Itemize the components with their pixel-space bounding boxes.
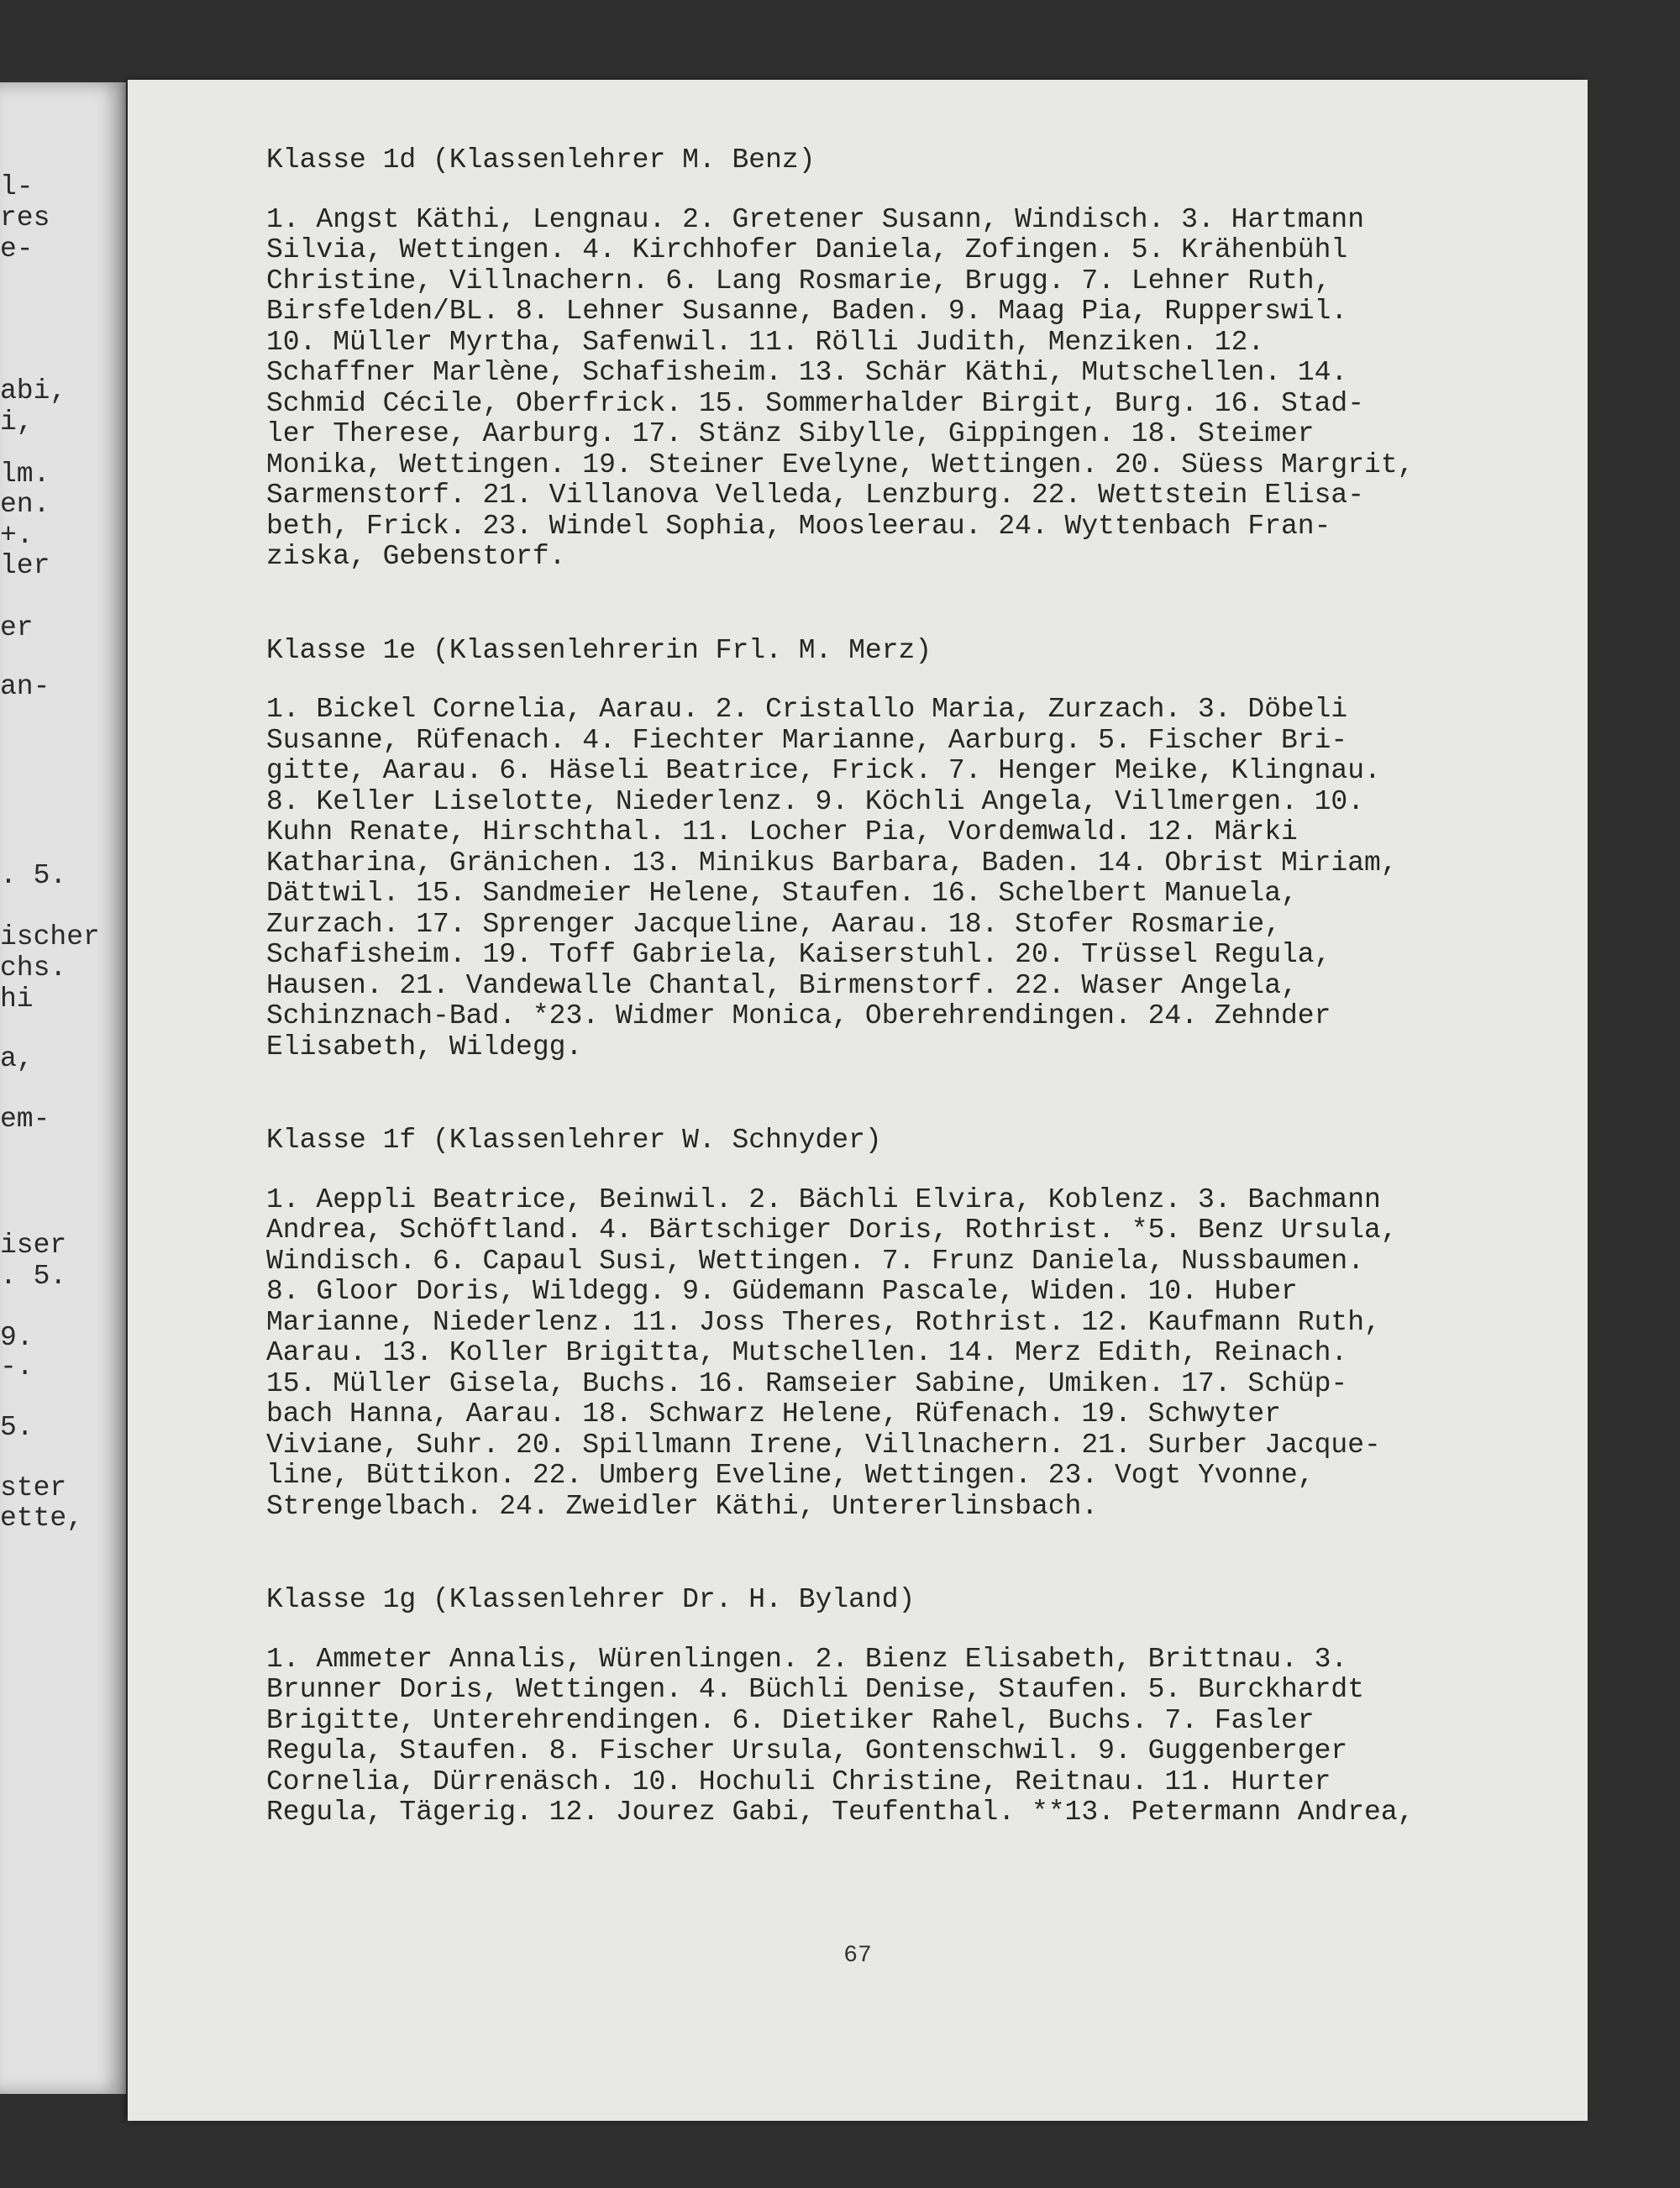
left-page-fragment: iser [0,1230,67,1261]
student-list-line: bach Hanna, Aarau. 18. Schwarz Helene, Rüfenach. 19. Schwyter [266,1398,1281,1430]
student-list-line: Brigitte, Unterehrendingen. 6. Dietiker Rahel, Buchs. 7. Fasler [266,1704,1315,1736]
left-page-fragment: em- [0,1104,50,1135]
student-list [266,205,1577,573]
student-list-line: Strengelbach. 24. Zweidler Käthi, Untererlinsbach. [266,1490,1099,1522]
class-section [266,1585,1577,1829]
class-heading: Klasse 1e (Klassenlehrerin Frl. M. Merz) [266,634,932,666]
student-list [266,1185,1577,1523]
student-list-line: beth, Frick. 23. Windel Sophia, Moosleerau. 24. Wyttenbach Fran- [266,510,1331,542]
student-list-line: Marianne, Niederlenz. 11. Joss Theres, Rothrist. 12. Kaufmann Ruth, [266,1306,1381,1338]
left-page-fragment: +. [0,520,34,551]
class-heading: Klasse 1g (Klassenlehrer Dr. H. Byland) [266,1584,916,1615]
left-page-fragment: hi [0,984,34,1015]
student-list-line: 8. Gloor Doris, Wildegg. 9. Güdemann Pascale, Widen. 10. Huber [266,1276,1298,1307]
student-list-line: 1. Angst Käthi, Lengnau. 2. Gretener Susann, Windisch. 3. Hartmann [266,203,1365,235]
student-list-line: 10. Müller Myrtha, Safenwil. 11. Rölli Judith, Menziken. 12. [266,326,1265,358]
student-list-line: Schinznach-Bad. *23. Widmer Monica, Oberehrendingen. 24. Zehnder [266,1000,1331,1031]
student-list-line: Kuhn Renate, Hirschthal. 11. Locher Pia, Vordemwald. 12. Märki [266,816,1298,847]
left-page-fragment: ischer [0,921,100,952]
student-list-line: gitte, Aarau. 6. Häseli Beatrice, Frick. 7. Henger Meike, Klingnau. [266,755,1381,786]
student-list-line: 8. Keller Liselotte, Niederlenz. 9. Köchli Angela, Villmergen. 10. [266,785,1365,817]
left-page-fragment: en. [0,489,50,520]
left-page-fragment: chs. [0,952,67,984]
student-list-line: Silvia, Wettingen. 4. Kirchhofer Daniela, Zofingen. 5. Krähenbühl [266,234,1348,265]
left-page-fragment: l- [0,171,34,202]
student-list-line: Schmid Cécile, Oberfrick. 15. Sommerhalder Birgit, Burg. 16. Stad- [266,387,1365,419]
class-section [266,1125,1577,1522]
student-list-line: 15. Müller Gisela, Buchs. 16. Ramseier Sabine, Umiken. 17. Schüp- [266,1367,1348,1399]
student-list-line: Christine, Villnachern. 6. Lang Rosmarie, Brugg. 7. Lehner Ruth, [266,265,1331,296]
student-list-line: Cornelia, Dürrenäsch. 10. Hochuli Christine, Reitnau. 11. Hurter [266,1766,1331,1797]
student-list-line: 1. Bickel Cornelia, Aarau. 2. Cristallo Maria, Zurzach. 3. Döbeli [266,694,1348,725]
left-page-fragment: res [0,202,50,233]
left-page-fragment: . 5. [0,860,67,891]
student-list-line: Regula, Tägerig. 12. Jourez Gabi, Teufenthal. **13. Petermann Andrea, [266,1797,1415,1828]
left-page-fragment: er [0,612,34,643]
left-page-fragment: -. [0,1351,34,1383]
student-list-line: Monika, Wettingen. 19. Steiner Evelyne, Wettingen. 20. Süess Margrit, [266,449,1415,480]
student-list-line: ler Therese, Aarburg. 17. Stänz Sibylle, Gippingen. 18. Steimer [266,418,1315,449]
left-page-fragment: lm. [0,459,50,490]
left-page-fragment: 9. [0,1322,34,1353]
left-page-fragment: i, [0,407,34,438]
left-page-fragment: an- [0,671,50,702]
student-list-line: Susanne, Rüfenach. 4. Fiechter Marianne, Aarburg. 5. Fischer Bri- [266,724,1348,756]
left-page-edge [0,82,126,2094]
student-list-line: Birsfelden/BL. 8. Lehner Susanne, Baden. 9. Maag Pia, Rupperswil. [266,296,1348,327]
student-list-line: Sarmenstorf. 21. Villanova Velleda, Lenzburg. 22. Wettstein Elisa- [266,480,1365,511]
left-page-fragment: 5. [0,1412,34,1443]
student-list-line: 1. Ammeter Annalis, Würenlingen. 2. Bienz Elisabeth, Brittnau. 3. [266,1643,1348,1675]
class-section [266,145,1577,573]
class-heading: Klasse 1d (Klassenlehrer M. Benz) [266,144,816,176]
class-heading: Klasse 1f (Klassenlehrer W. Schnyder) [266,1125,882,1156]
student-list-line: Katharina, Gränichen. 13. Minikus Barbara, Baden. 14. Obrist Miriam, [266,847,1398,879]
left-page-fragment: abi, [0,375,67,407]
student-list-line: Schaffner Marlène, Schafisheim. 13. Schär Käthi, Mutschellen. 14. [266,357,1348,388]
left-page-fragment: ette, [0,1503,84,1534]
student-list-line: Hausen. 21. Vandewalle Chantal, Birmenstorf. 22. Waser Angela, [266,969,1298,1001]
student-list-line: ziska, Gebenstorf. [266,541,566,572]
student-list-line: Viviane, Suhr. 20. Spillmann Irene, Villnachern. 21. Surber Jacque- [266,1429,1381,1461]
student-list [266,1645,1577,1829]
student-list-line: Windisch. 6. Capaul Susi, Wettingen. 7. Frunz Daniela, Nussbaumen. [266,1245,1365,1277]
student-list-line: Brunner Doris, Wettingen. 4. Büchli Denise, Staufen. 5. Burckhardt [266,1674,1365,1705]
page-number: 67 [843,1943,872,1969]
student-list-line: Elisabeth, Wildegg. [266,1031,583,1063]
left-page-fragment: ster [0,1472,67,1503]
left-page-fragment: . 5. [0,1261,67,1292]
student-list-line: line, Büttikon. 22. Umberg Eveline, Wettingen. 23. Vogt Yvonne, [266,1460,1315,1491]
document-page [128,80,1588,2121]
student-list-line: Aarau. 13. Koller Brigitta, Mutschellen. 14. Merz Edith, Reinach. [266,1337,1348,1368]
student-list-line: Andrea, Schöftland. 4. Bärtschiger Doris, Rothrist. *5. Benz Ursula, [266,1215,1398,1246]
student-list-line: Schafisheim. 19. Toff Gabriela, Kaiserstuhl. 20. Trüssel Regula, [266,939,1331,970]
student-list [266,695,1577,1063]
left-page-fragment: e- [0,233,34,265]
student-list-line: Dättwil. 15. Sandmeier Helene, Staufen. 16. Schelbert Manuela, [266,878,1298,909]
student-list-line: Zurzach. 17. Sprenger Jacqueline, Aarau. 18. Stofer Rosmarie, [266,908,1281,940]
student-list-line: Regula, Staufen. 8. Fischer Ursula, Gontenschwil. 9. Guggenberger [266,1735,1348,1766]
left-page-fragment: a, [0,1043,34,1074]
page-content [266,145,1577,1892]
left-page-fragment: ler [0,550,50,581]
student-list-line: 1. Aeppli Beatrice, Beinwil. 2. Bächli Elvira, Koblenz. 3. Bachmann [266,1183,1381,1215]
class-section [266,636,1577,1063]
